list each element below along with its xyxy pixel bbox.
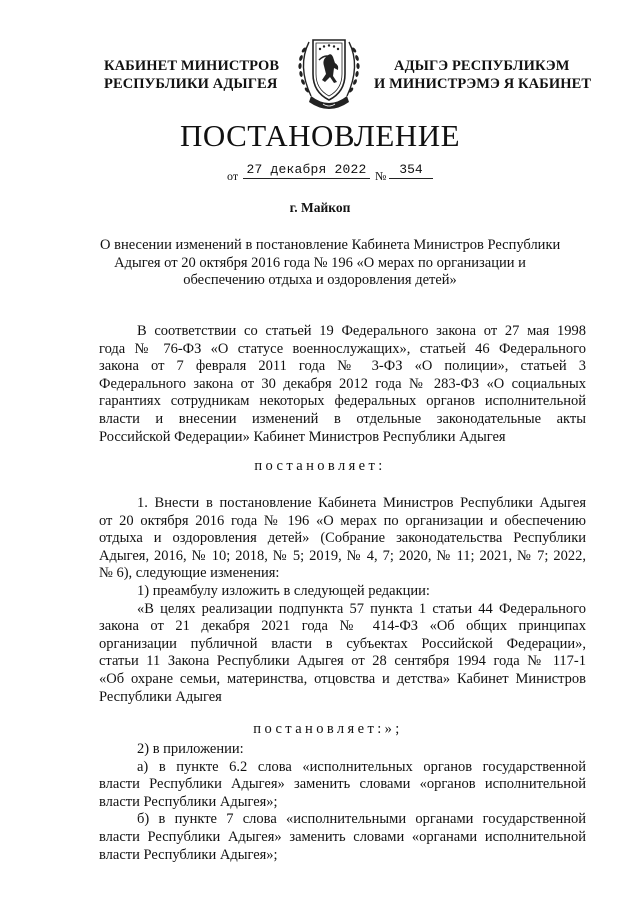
header-right-org [374, 57, 614, 93]
preamble-line: власти и внесении изменений в отдельные законодательные акты [99, 410, 586, 427]
date-label: от [227, 169, 239, 183]
item-1-line: № 6), следующие изменения: [99, 565, 280, 582]
quote-line: закона от 21 декабря 2021 года № 414-ФЗ «Об общих принципах [99, 618, 586, 635]
number-value: 354 [389, 162, 433, 179]
preamble-line: гарантиях сотрудникам некоторых федеральных органов исполнительной [99, 393, 586, 410]
item-1-2-paragraph [99, 741, 586, 864]
quote-line: «Об охране семьи, материнства, отцовства и детства» Кабинет Министров [99, 670, 586, 687]
document-subject [100, 237, 561, 290]
date-value: 27 декабря 2022 [243, 162, 370, 179]
quote-line: Республики Адыгея [99, 688, 222, 705]
coat-of-arms-of-adygea-icon [289, 30, 369, 114]
subject-line: О внесении изменений в постановление Кабинета Министров Республики [100, 237, 561, 253]
item-1-line: отдыха и оздоровления детей» (Собрание законодательства Республики [99, 530, 586, 547]
sub-b-line: власти Республики Адыгея» заменить словами «органами исполнительной [99, 828, 586, 845]
preamble-line: Федерального закона от 30 декабря 2012 года № 283-ФЗ «О социальных [99, 375, 586, 392]
number-label: № [375, 169, 387, 183]
quote-line: «В целях реализации подпункта 57 пункта 1 статьи 44 Федерального [137, 600, 586, 617]
item-1-line: от 20 октября 2016 года № 196 «О мерах по организации и обеспечению [99, 512, 586, 529]
preamble-line: закона от 7 февраля 2011 года № 3-ФЗ «О полиции», статьей 3 [99, 358, 586, 375]
item-1-line: Адыгея, 2016, № 10; 2018, № 5; 2019, № 4, 7; 2020, № 11; 2021, № 7; 2022, [99, 547, 586, 564]
subject-line: Адыгея от 20 октября 2016 года № 196 «О мерах по организации и [114, 254, 526, 271]
item-1-paragraph [99, 495, 586, 706]
header-right-line1: АДЫГЭ РЕСПУБЛИКЭМ [394, 58, 570, 74]
sub-b-line: б) в пункте 7 слова «исполнительными органами государственной [137, 811, 586, 828]
quote-line: статьи 11 Закона Республики Адыгея от 28 сентября 1994 года № 117-1 [99, 653, 586, 670]
sub-a-line: а) в пункте 6.2 слова «исполнительных органов государственной [137, 758, 586, 775]
subject-line: обеспечению отдыха и оздоровления детей» [183, 272, 457, 288]
sub-a-line: власти Республики Адыгея» заменить словами «органов исполнительной [99, 776, 586, 793]
decrees-heading-quoted: постановляет:»; [253, 721, 403, 737]
item-1-2-line: 2) в приложении: [137, 741, 244, 757]
item-1-line: 1. Внести в постановление Кабинета Министров Республики Адыгея [137, 495, 586, 511]
city-line: г. Майкоп [289, 200, 351, 215]
header-left-org [104, 57, 294, 93]
header-left-line2: РЕСПУБЛИКИ АДЫГЕЯ [104, 76, 278, 92]
preamble-line: В соответствии со статьей 19 Федерального закона от 27 мая 1998 [137, 323, 586, 339]
preamble-paragraph [99, 323, 586, 446]
sub-b-line: власти Республики Адыгея»; [99, 846, 278, 863]
decrees-heading: постановляет: [254, 458, 386, 474]
date-number-line [0, 162, 640, 184]
quote-line: организации публичной власти в субъектах Российской Федерации», [99, 635, 586, 652]
header-right-line2: И МИНИСТРЭМЭ Я КАБИНЕТ [374, 76, 592, 92]
item-1-1-line: 1) преамбулу изложить в следующей редакции: [137, 582, 430, 599]
header-left-line1: КАБИНЕТ МИНИСТРОВ [104, 58, 280, 74]
preamble-line: года № 76-ФЗ «О статусе военнослужащих», статьей 46 Федерального [99, 340, 586, 357]
document-title: ПОСТАНОВЛЕНИЕ [179, 118, 461, 153]
preamble-line: Российской Федерации» Кабинет Министров Республики Адыгея [99, 428, 506, 445]
sub-a-line: власти Республики Адыгея»; [99, 793, 278, 810]
